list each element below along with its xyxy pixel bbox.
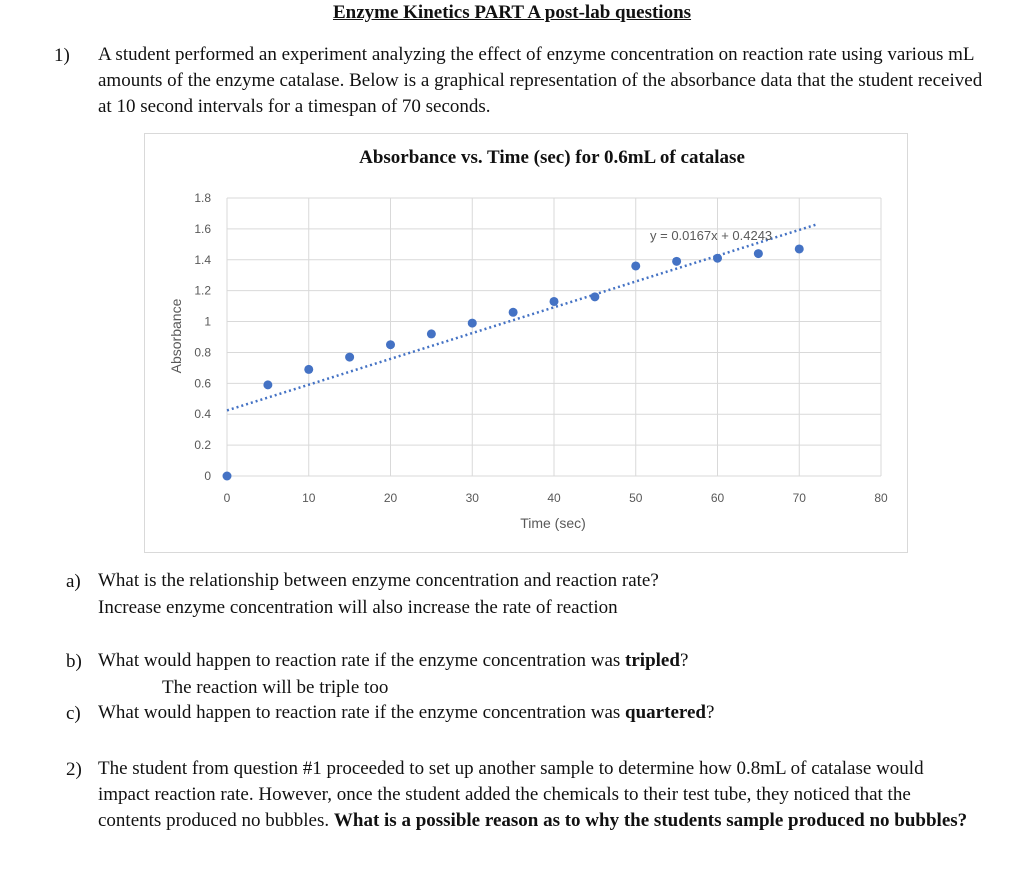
data-point (263, 380, 272, 389)
y-tick-label: 1.4 (194, 252, 211, 267)
x-tick-label: 60 (710, 491, 725, 505)
data-point (550, 297, 559, 306)
y-tick-label: 0.6 (194, 376, 211, 391)
question-c-label: c) (66, 703, 81, 724)
x-tick-label: 10 (302, 491, 316, 505)
x-tick-label: 70 (792, 491, 806, 505)
trendline-equation: y = 0.0167x + 0.4243 (650, 228, 773, 243)
answer-a-text: Increase enzyme concentration will also increase the rate of reaction (98, 597, 618, 618)
data-point (386, 340, 395, 349)
data-point (590, 292, 599, 301)
y-tick-label: 0 (204, 469, 211, 483)
data-point (304, 365, 313, 374)
x-tick-label: 80 (874, 491, 888, 505)
question-1-number: 1) (54, 45, 70, 66)
y-tick-label: 1.2 (194, 283, 211, 298)
x-tick-label: 20 (383, 491, 398, 505)
y-tick-label: 1.6 (194, 221, 211, 236)
x-tick-label: 40 (547, 491, 561, 505)
data-point (468, 319, 477, 328)
data-point (713, 254, 722, 263)
question-b-text: What would happen to reaction rate if the enzyme concentration was tripled? (98, 650, 689, 671)
data-point (345, 353, 354, 362)
chart-gridlines (227, 198, 881, 476)
y-tick-label: 0.2 (194, 438, 211, 453)
x-axis-title: Time (sec) (520, 515, 586, 531)
chart-frame (144, 133, 908, 553)
question-2-emphasis: What is a possible reason as to why the students sample produced no bubbles? (333, 810, 968, 831)
y-tick-label: 0.4 (194, 407, 211, 422)
question-c-text: What would happen to reaction rate if the enzyme concentration was quartered? (98, 702, 715, 723)
x-tick-label: 0 (223, 491, 231, 505)
data-point (509, 308, 518, 317)
data-point (223, 472, 232, 481)
y-axis-title: Absorbance (168, 298, 184, 374)
trendline (227, 225, 816, 411)
data-point (672, 257, 681, 266)
x-tick-label: 30 (465, 491, 479, 505)
question-a-label: a) (66, 571, 81, 592)
data-point (795, 244, 804, 253)
question-1-text: A student performed an experiment analyzing the effect of enzyme concentration on reaction rate using various mL amounts of the enzyme catalase. Below is a graphical representation of the absorbance data that the student received at 10 second intervals for a timespan of 70 seconds. (98, 44, 983, 117)
absorbance-chart (145, 134, 907, 552)
question-2-text: The student from question #1 proceeded to set up another sample to determine how 0.8mL of catalase would impact reaction rate. However, once the student added the chemicals to their test tube, they noticed that the contents produced no bubbles. What is a possible reason as to why the students sample produced no bubbles? (98, 758, 968, 831)
answer-b-text: The reaction will be triple too (162, 677, 389, 698)
question-c-emphasis: quartered (625, 702, 706, 723)
question-b-emphasis: tripled (625, 650, 680, 671)
chart-trendline-group (227, 225, 816, 411)
y-tick-label: 1.8 (194, 191, 211, 205)
page-title: Enzyme Kinetics PART A post-lab questions (332, 2, 692, 23)
question-a-text: What is the relationship between enzyme concentration and reaction rate? (98, 570, 659, 591)
question-b-label: b) (66, 651, 82, 672)
y-tick-label: 0.8 (194, 345, 211, 360)
data-point (631, 261, 640, 270)
data-point (427, 329, 436, 338)
chart-tick-labels (194, 191, 888, 505)
data-point (754, 249, 763, 258)
chart-title: Absorbance vs. Time (sec) for 0.6mL of catalase (359, 147, 745, 168)
question-2-number: 2) (66, 759, 82, 780)
x-tick-label: 50 (629, 491, 643, 505)
y-tick-label: 1 (204, 314, 211, 329)
